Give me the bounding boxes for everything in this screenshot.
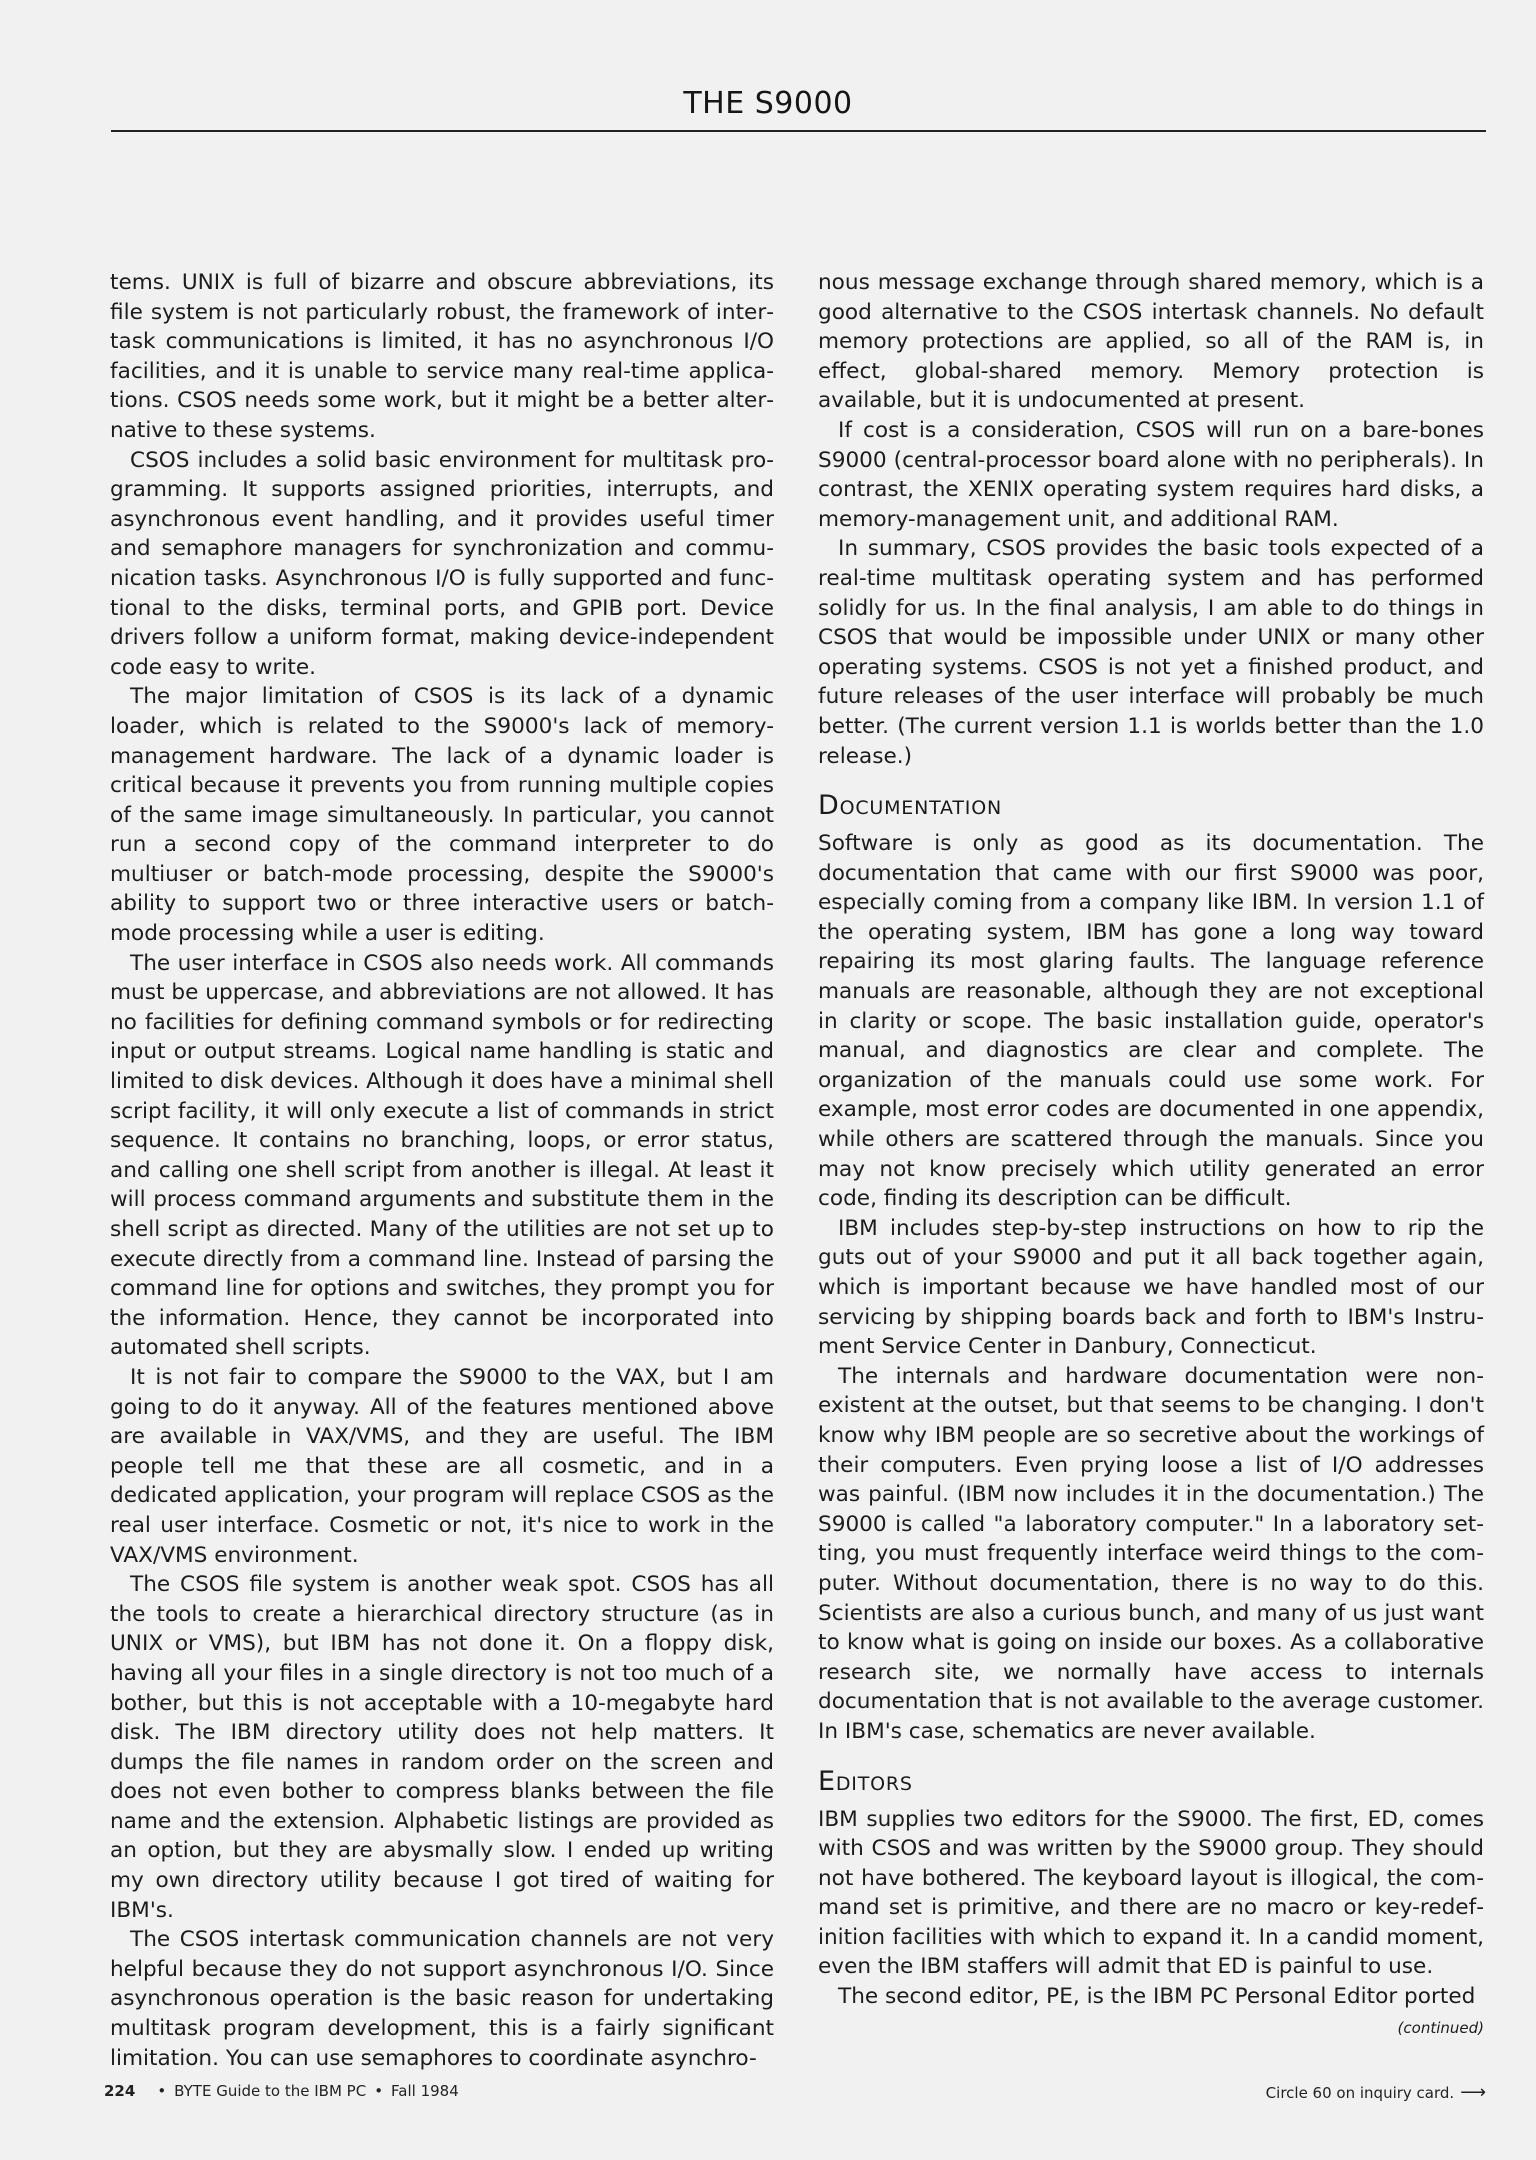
- page-number: 224: [104, 2082, 136, 2100]
- running-head-title: THE S9000: [683, 86, 853, 121]
- paragraph: nous message exchange through shared memory, which is a good alternative to the CSOS intertask channels. No default memory protections are applied, so all of the RAM is, in effect, global-shared memory. Memory protection is available, but it is undocumented at present.: [818, 270, 1484, 414]
- paragraph: The internals and hardware documentation were nonexistent at the outset, but that seems to be changing. I don't know why IBM people are so secretive about the workings of their computers. Even prying loose a list of I/O addresses was painful. (IBM now includes it in the documentation.) The S9000 is called "a laboratory computer." In a laboratory setting, you must frequently interface weird things to the computer. Without documentation, there is no way to do this. Scientists are also a curious bunch, and many of us just want to know what is going on inside our boxes. As a collaborative research site, we normally have access to internals documentation that is not available to the average customer. In IBM's case, schematics are never available.: [818, 1363, 1484, 1744]
- paragraph: It is not fair to compare the S9000 to the VAX, but I am going to do it anyway. All of the features mentioned above are available in VAX/VMS, and they are useful. The IBM people tell me that these are all cosmetic, and in a dedicated application, your program will replace CSOS as the real user interface. Cosmetic or not, it's nice to work in the VAX/VMS environment.: [110, 1364, 774, 1568]
- inquiry-text: Circle 60 on inquiry card.: [1265, 2084, 1455, 2102]
- issue-date: Fall 1984: [391, 2082, 459, 2100]
- bullet-separator: •: [374, 2082, 384, 2100]
- paragraph: In summary, CSOS provides the basic tools expected of a real-time multitask operating system and has performed solidly for us. In the final analysis, I am able to do things in CSOS that would be impossible under UNIX or many other operating systems. CSOS is not yet a finished product, and future releases of the user interface will probably be much better. (The current version 1.1 is worlds better than the 1.0 release.): [818, 536, 1484, 769]
- paragraph: The second editor, PE, is the IBM PC Personal Editor ported: [838, 1984, 1476, 2010]
- paragraph: CSOS includes a solid basic environment for multitask programming. It supports assigned priorities, interrupts, and asynchronous event handling, and it provides useful timer and semaphore managers for synchronization and communication tasks. Asynchronous I/O is fully supported and functional to the disks, terminal ports, and GPIB port. Device drivers follow a uniform format, making device-independent code easy to write.: [110, 447, 774, 680]
- paragraph: The CSOS file system is another weak spot. CSOS has all the tools to create a hierarchical directory structure (as in UNIX or VMS), but IBM has not done it. On a floppy disk, having all your files in a single directory is not too much of a bother, but this is not acceptable with a 10-megabyte hard disk. The IBM directory utility does not help matters. It dumps the file names in random order on the screen and does not even bother to compress blanks between the file name and the extension. Alphabetic listings are provided as an option, but they are abysmally slow. I ended up writing my own directory utility because I got tired of waiting for IBM's.: [110, 1572, 774, 1923]
- inquiry-note: [1266, 2082, 1486, 2103]
- paragraph: If cost is a consideration, CSOS will run on a bare-bones S9000 (central-processor board alone with no peripherals). In contrast, the XENIX operating system requires hard disks, a memory-management unit, and additional RAM.: [818, 417, 1484, 532]
- header-rule: [111, 130, 1486, 132]
- paragraph: The user interface in CSOS also needs work. All commands must be uppercase, and abbreviations are not allowed. It has no facilities for defining command symbols or for redirecting input or output streams. Logical name handling is static and limited to disk devices. Although it does have a minimal shell script facility, it will only execute a list of commands in strict sequence. It contains no branching, loops, or error status, and calling one shell script from another is illegal. At least it will process command arguments and substitute them in the shell script as directed. Many of the utilities are not set up to execute directly from a command line. Instead of parsing the command line for options and switches, they prompt you for the information. Hence, they cannot be incorporated into automated shell scripts.: [110, 950, 774, 1361]
- paragraph: The CSOS intertask communication channels are not very helpful because they do not support asynchronous I/O. Since asynchronous operation is the basic reason for undertaking multitask program development, this is a fairly significant limitation. You can use semaphores to coordinate asynchro-: [110, 1927, 774, 2071]
- section-heading-editors: Editors: [818, 1765, 913, 1797]
- paragraph: tems. UNIX is full of bizarre and obscure abbreviations, its file system is not particularly robust, the framework of intertask communications is limited, it has no asynchronous I/O facilities, and it is unable to service many real-time applications. CSOS needs some work, but it might be a better alternative to these systems.: [110, 270, 774, 443]
- page-footer: [104, 2082, 459, 2100]
- paragraph: The major limitation of CSOS is its lack of a dynamic loader, which is related to the S9000's lack of memory-management hardware. The lack of a dynamic loader is critical because it prevents you from running multiple copies of the same image simultaneously. In particular, you cannot run a second copy of the command interpreter to do multiuser or batch-mode processing, despite the S9000's ability to support two or three interactive users or batch-mode processing while a user is editing.: [110, 684, 774, 947]
- continued-label: (continued): [1397, 2018, 1484, 2037]
- section-heading-documentation: Documentation: [818, 790, 1002, 822]
- paragraph: Software is only as good as its documentation. The documentation that came with our first S9000 was poor, especially coming from a company like IBM. In version 1.1 of the operating system, IBM has gone a long way toward repairing its most glaring faults. The language reference manuals are reasonable, although they are not exceptional in clarity or scope. The basic installation guide, operator's manual, and diagnostics are clear and complete. The organization of the manuals could use some work. For example, most error codes are documented in one appendix, while others are scattered through the manuals. Since you may not know precisely which utility generated an error code, finding its description can be difficult.: [818, 831, 1484, 1212]
- arrow-right-icon: ⟶: [1460, 2082, 1486, 2103]
- paragraph: IBM includes step-by-step instructions on how to rip the guts out of your S9000 and put it all back together again, which is important because we have handled most of our servicing by shipping boards back and forth to IBM's Instrument Service Center in Danbury, Connecticut.: [818, 1215, 1484, 1360]
- paragraph: IBM supplies two editors for the S9000. The first, ED, comes with CSOS and was written by the S9000 group. They should not have bothered. The keyboard layout is illogical, the command set is primitive, and there are no macro or key-redefinition facilities with which to expand it. In a candid moment, even the IBM staffers will admit that ED is painful to use.: [818, 1806, 1484, 1980]
- bullet-separator: •: [157, 2082, 167, 2100]
- publication-name: BYTE Guide to the IBM PC: [174, 2082, 367, 2100]
- right-column: [818, 268, 1484, 2040]
- left-column: [110, 268, 774, 2073]
